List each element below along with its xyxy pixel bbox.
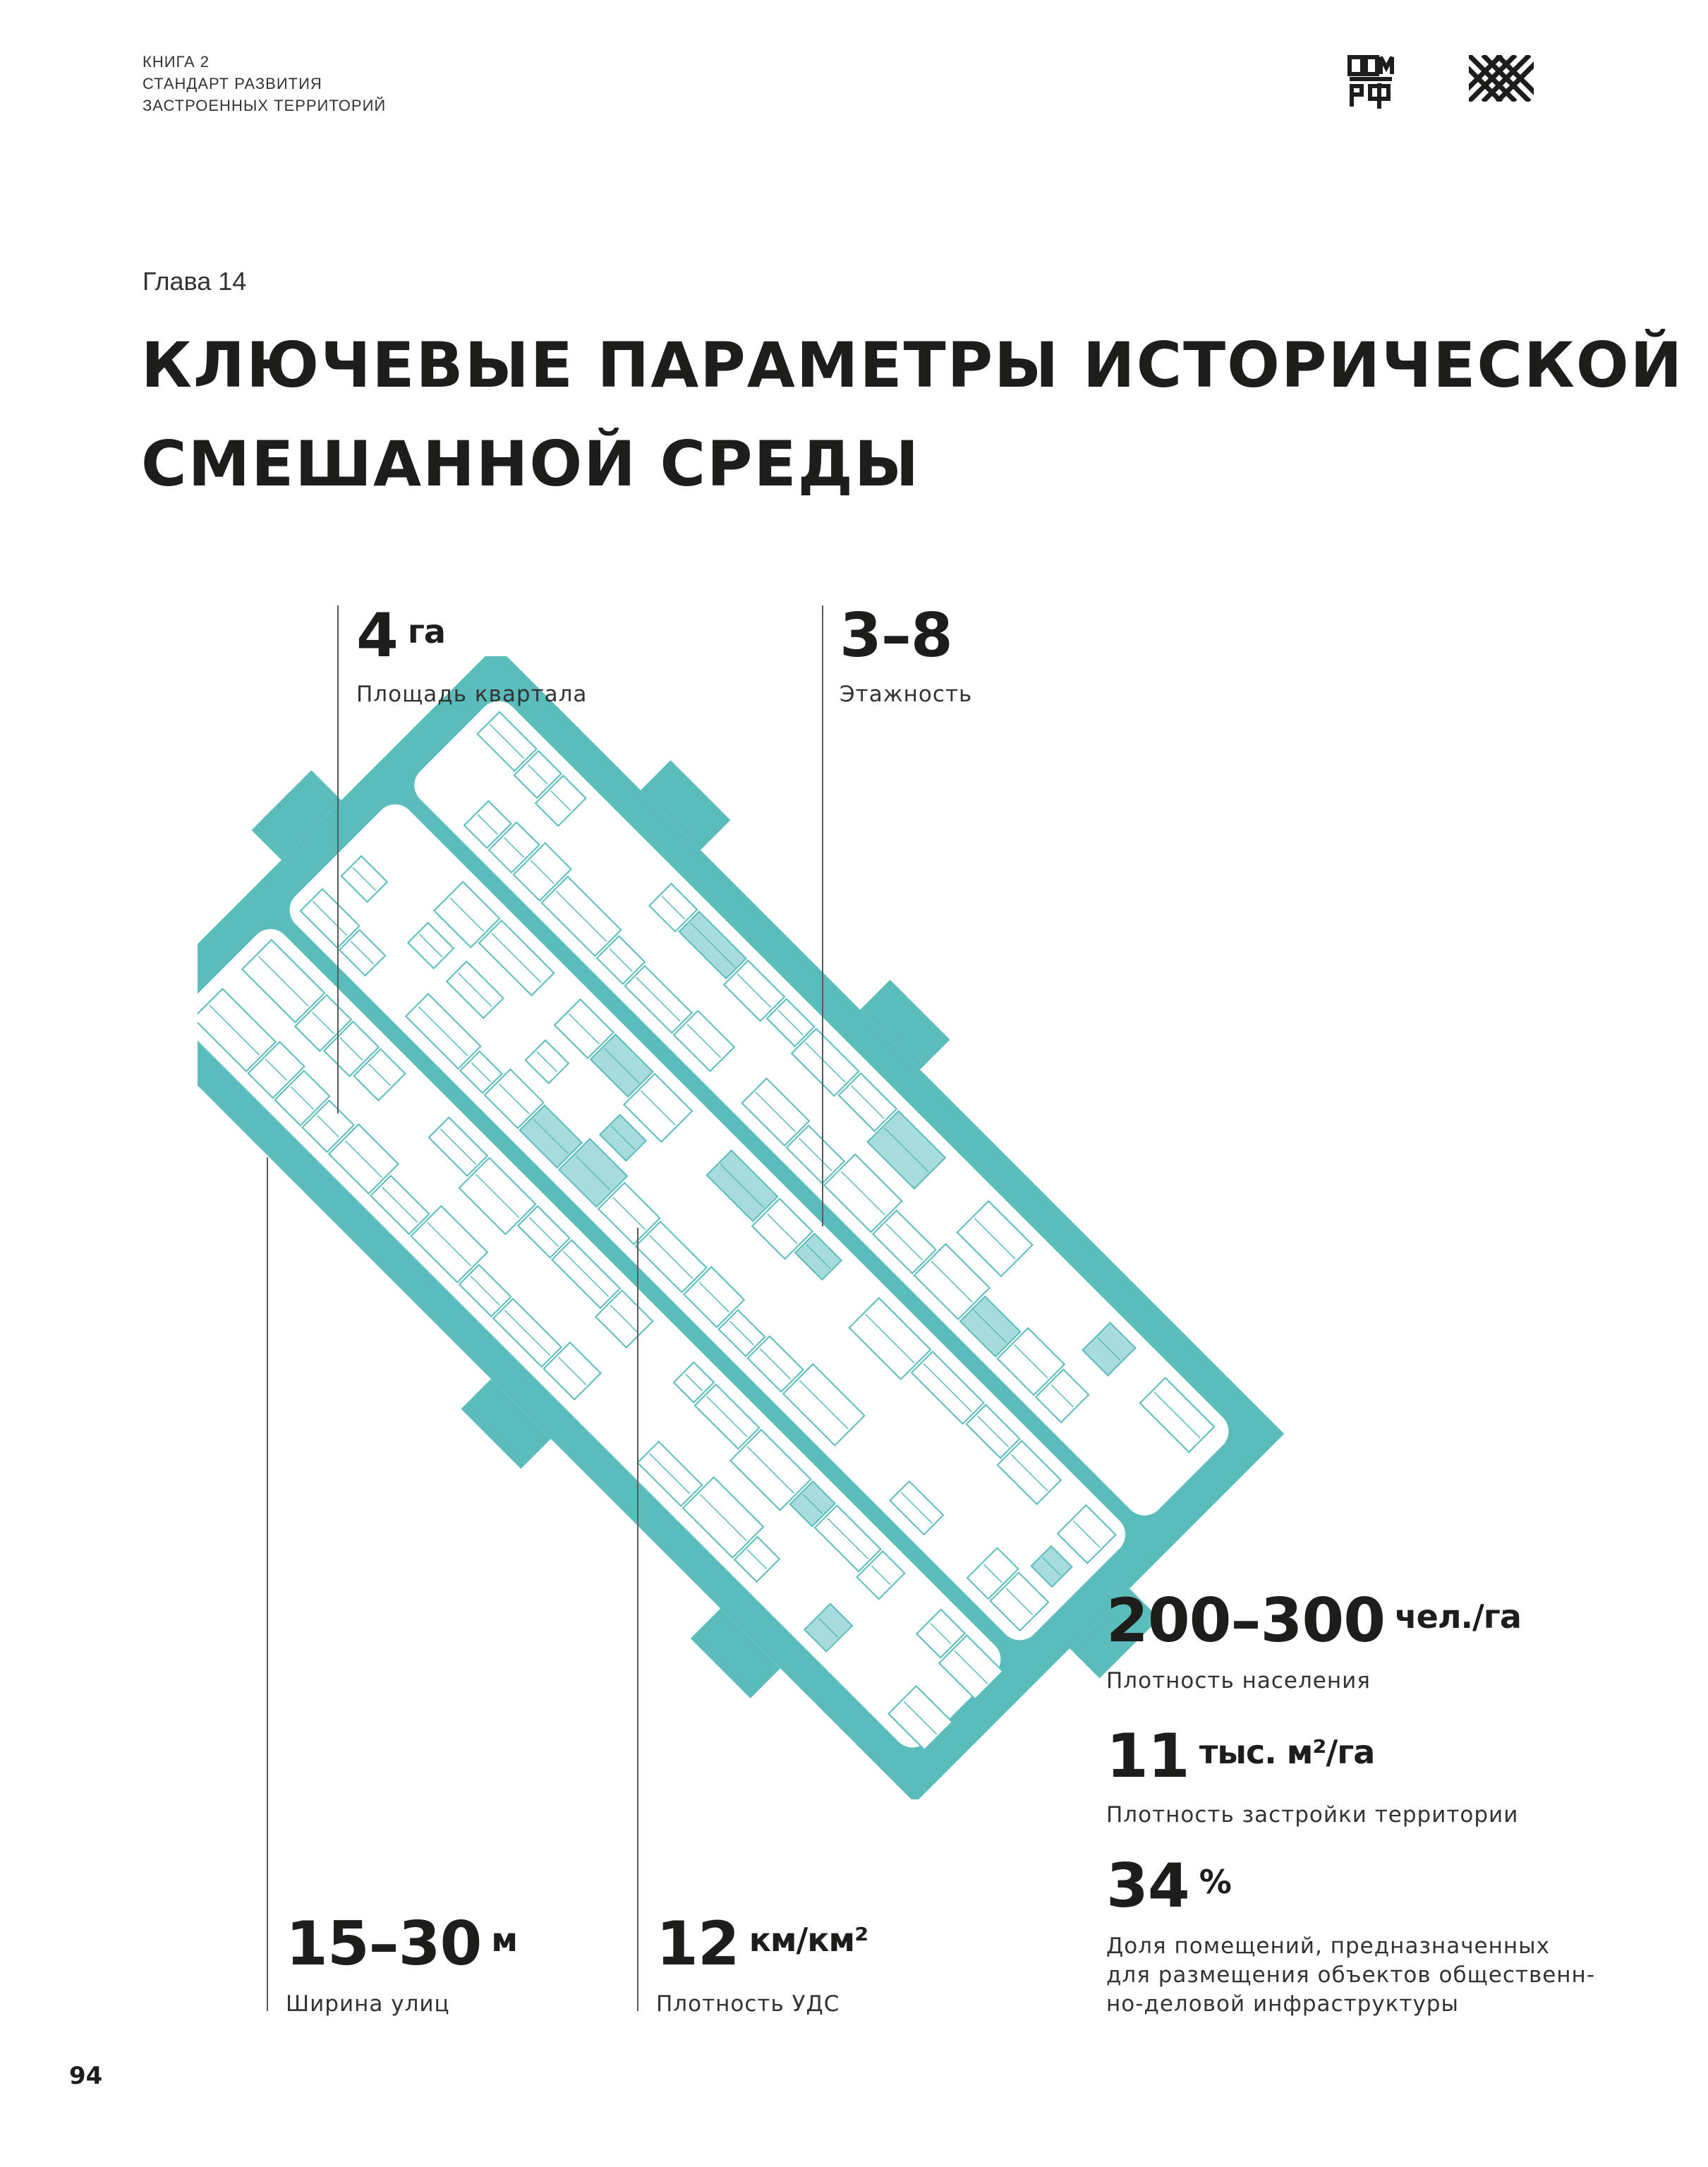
- page-title-line: СМЕШАННОЙ СРЕДЫ: [141, 428, 921, 500]
- stat-street-width-value: 15–30 $^м$: [286, 1909, 517, 1979]
- stat-built-density-unit: тыс. м²/га: [1199, 1733, 1375, 1771]
- book-header: [143, 51, 386, 116]
- stat-street-width-label: Ширина улиц: [286, 1991, 450, 2017]
- leader-line-street-width: [267, 1157, 268, 2011]
- leader-line-floors: [822, 605, 823, 1226]
- stat-public-share: [1106, 1851, 1596, 2019]
- stat-built-density-label: Плотность застройки территории: [1106, 1802, 1519, 1828]
- stat-area-label: Площадь квартала: [356, 682, 588, 707]
- stat-floors-label: Этажность: [840, 682, 973, 707]
- stat-street-width-unit: м: [491, 1921, 517, 1959]
- stat-public-share-label-line: Доля помещений, предназначенных: [1106, 1933, 1550, 1959]
- page-title: [141, 316, 1683, 514]
- page-title-line: КЛЮЧЕВЫЕ ПАРАМЕТРЫ ИСТОРИЧЕСКОЙ: [141, 329, 1684, 402]
- stat-area-value: 4 $^{га}$: [356, 600, 445, 671]
- stat-population-unit: чел./га: [1395, 1598, 1521, 1636]
- stat-built-density-value: 11 $^{тыс. м^2/га}$: [1106, 1721, 1375, 1792]
- stat-population-value: 200–300 $^{чел./га}$: [1106, 1586, 1521, 1656]
- stat-road-density-label: Плотность УДС: [656, 1991, 840, 2017]
- stat-public-share-label: [1106, 1932, 1595, 2019]
- leader-line-area: [337, 605, 339, 1113]
- stat-street-width: [286, 1909, 517, 2017]
- stat-floors: [840, 600, 973, 707]
- chapter-label: Глава 14: [143, 267, 247, 296]
- book-header-line: СТАНДАРТ РАЗВИТИЯ: [143, 75, 322, 92]
- stat-road-density-unit: км/км²: [749, 1921, 868, 1959]
- stat-built-density: [1106, 1721, 1519, 1828]
- leader-line-road-density: [637, 1228, 638, 2011]
- stat-public-share-value: 34 %: [1106, 1851, 1231, 1921]
- hatched-pattern-logo: [1469, 55, 1534, 102]
- stat-public-share-label-line: но-деловой инфраструктуры: [1106, 1991, 1459, 2017]
- stat-floors-value: 3–8: [840, 600, 952, 671]
- stat-public-share-unit: %: [1199, 1863, 1231, 1901]
- book-header-line: КНИГА 2: [143, 53, 210, 71]
- stat-public-share-label-line: для размещения объектов общественн-: [1106, 1962, 1596, 1988]
- stat-population-label: Плотность населения: [1106, 1668, 1371, 1694]
- stat-road-density-value: 12 $^{км/км^2}$: [656, 1909, 868, 1979]
- stat-road-density: [656, 1909, 868, 2017]
- book-header-line: ЗАСТРОЕННЫХ ТЕРРИТОРИЙ: [143, 97, 387, 114]
- stat-area-unit: га: [407, 612, 445, 651]
- page-number: 94: [69, 2062, 103, 2090]
- stat-area: [356, 600, 588, 707]
- dom-rf-logo: [1347, 55, 1394, 109]
- stat-population: [1106, 1586, 1521, 1694]
